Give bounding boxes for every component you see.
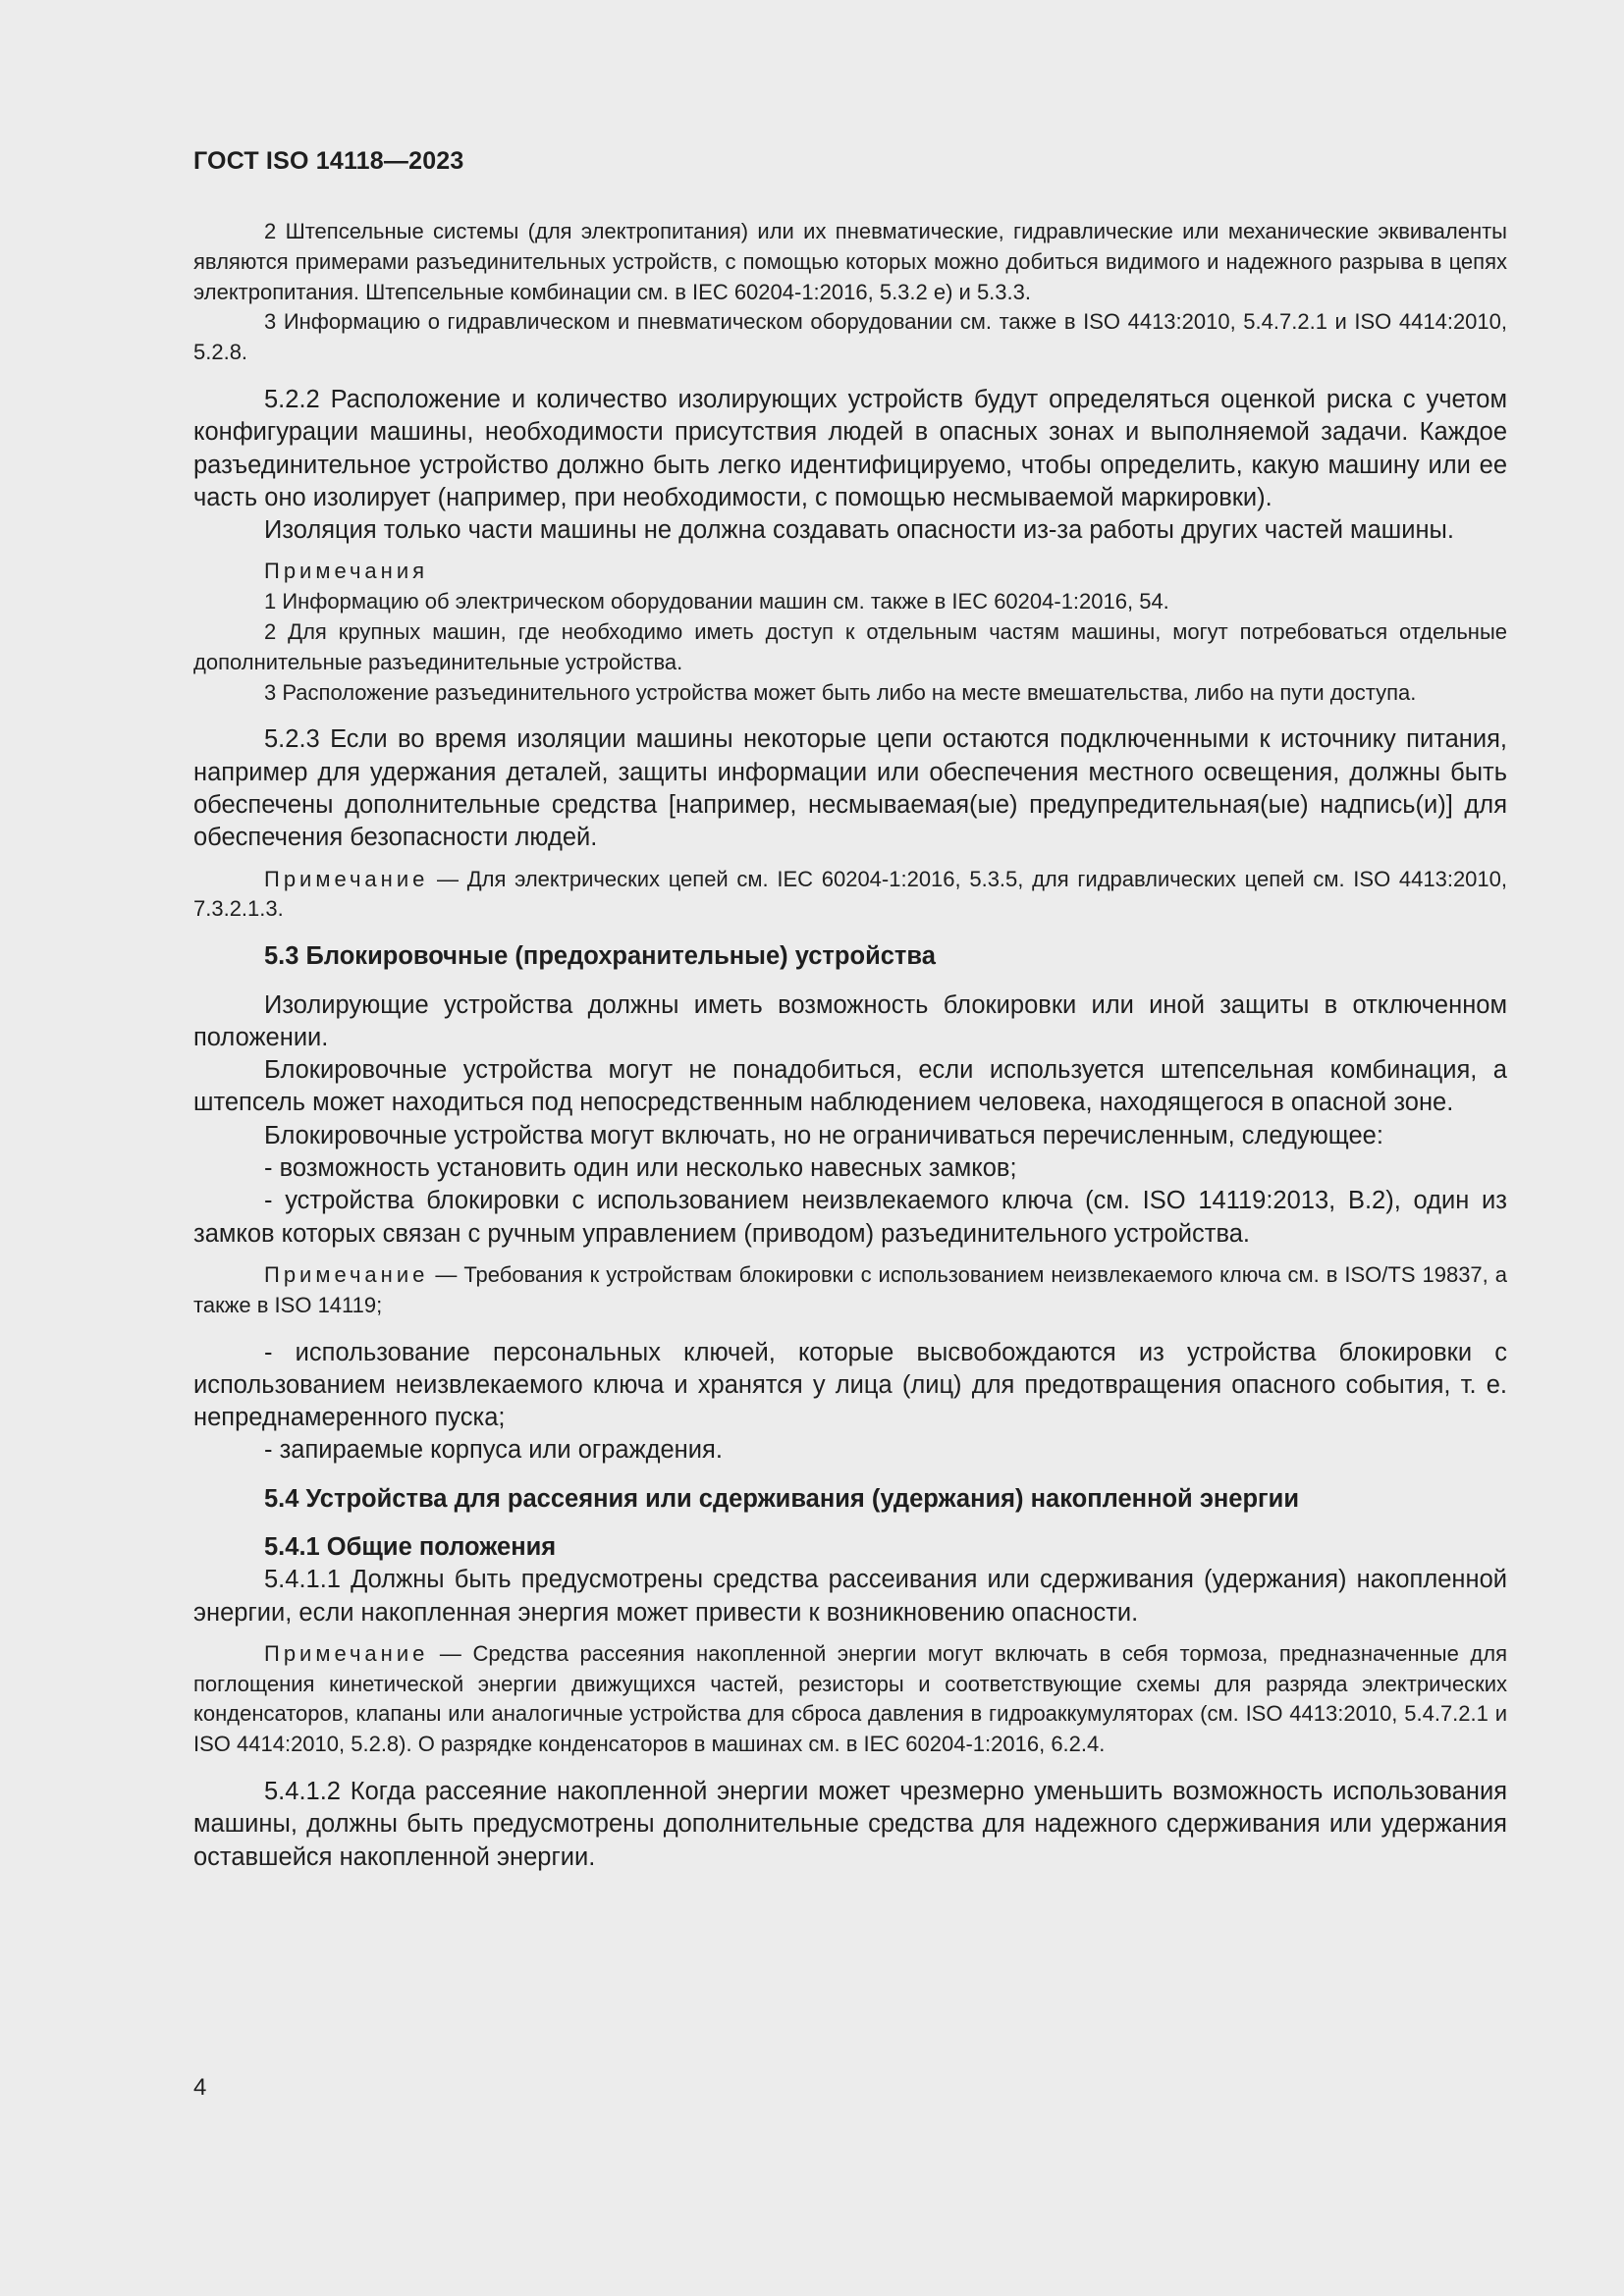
section-heading-5-3: 5.3 Блокировочные (предохранительные) устройства (264, 942, 936, 971)
section-heading-5-4: 5.4 Устройства для рассеяния или сдерживания (удержания) накопленной энергии (264, 1484, 1300, 1513)
note-5-3 (193, 1260, 1507, 1321)
note-body: — Средства рассеяния накопленной энергии могут включать в себя тормоза, предназначенные для поглощения кинетической энергии движущихся частей, резисторы и соответствующие схемы для разряда электрических конденсаторов, клапаны или аналогичные устройства для сброса давления в гидроаккумуляторах (см. ISO 4413:2010, 5.4.7.2.1 и ISO 4414:2010, 5.2.8). О разрядке конденсаторов в машинах см. в IEC 60204-1:2016, 6.2.4. (193, 1640, 1507, 1757)
note-1-electrical: 1 Информацию об электрическом оборудовании машин см. также в IEC 60204-1:2016, 54. (264, 589, 1169, 614)
note-3-hydraulic-info: 3 Информацию о гидравлическом и пневматическом оборудовании см. также в ISO 4413:2010, 5.4.7.2.1 и ISO 4414:2010, 5.2.8. (193, 309, 1507, 365)
clause-5-2-3: 5.2.3 Если во время изоляции машины некоторые цепи остаются подключенными к источнику питания, например для удержания деталей, защиты информации или обеспечения местного освещения, должны быть обеспечены дополнительные средства [например, несмываемая(ые) предупредительная(ые) надпись(и)] для обеспечения безопасности людей. (193, 725, 1507, 852)
note-label: Примечание (264, 866, 429, 891)
note-5-4-1-1 (193, 1639, 1507, 1760)
clause-5-2-2: 5.2.2 Расположение и количество изолирующих устройств будут определяться оценкой риска с учетом конфигурации машины, необходимости присутствия людей в опасных зонах и выполняемой задачи. Каждое разъединительное устройство должно быть легко идентифицируемо, чтобы определить, какую машину или ее часть оно изолирует (например, при необходимости, с помощью несмываемой маркировки). (193, 385, 1507, 511)
clause-5-4-1-2: 5.4.1.2 Когда рассеяние накопленной энергии может чрезмерно уменьшить возможность использования машины, должны быть предусмотрены дополнительные средства для надежного сдерживания или удержания оставшейся накопленной энергии. (193, 1778, 1507, 1871)
document-page (193, 147, 1507, 1874)
note-label: Примечание (264, 1640, 429, 1666)
page-number: 4 (193, 2074, 207, 2101)
list-item-personal-keys: - использование персональных ключей, которые высвобождаются из устройства блокировки с использованием неизвлекаемого ключа и хранятся у лица (лиц) для предотвращения опасного события, т. е. непреднамеренного пуска; (193, 1338, 1507, 1432)
list-item-padlocks: - возможность установить один или несколько навесных замков; (264, 1154, 1017, 1183)
clause-5-4-1-1: 5.4.1.1 Должны быть предусмотрены средства рассеивания или сдерживания (удержания) накопленной энергии, если накопленная энергия может привести к возникновению опасности. (193, 1566, 1507, 1627)
notes-title: Примечания (264, 559, 429, 584)
clause-5-3-p2: Блокировочные устройства могут не понадобиться, если используется штепсельная комбинация, а штепсель может находиться под непосредственным наблюдением человека, находящегося в опасной зоне. (193, 1056, 1507, 1117)
document-header: ГОСТ ISO 14118—2023 (193, 147, 464, 175)
list-item-trapped-key: - устройства блокировки с использованием неизвлекаемого ключа (см. ISO 14119:2013, B.2), один из замков которых связан с ручным управлением (приводом) разъединительного устройства. (193, 1187, 1507, 1248)
clause-5-3-p1: Изолирующие устройства должны иметь возможность блокировки или иной защиты в отключенном положении. (193, 990, 1507, 1051)
subsection-heading-5-4-1: 5.4.1 Общие положения (264, 1532, 557, 1561)
note-5-2-3 (193, 865, 1507, 926)
clause-5-2-2-isolation: Изоляция только части машины не должна создавать опасности из-за работы других частей машины. (264, 516, 1454, 545)
note-body: — Для электрических цепей см. IEC 60204-1:2016, 5.3.5, для гидравлических цепей см. ISO 4413:2010, 7.3.2.1.3. (193, 866, 1507, 922)
note-2-plug-systems: 2 Штепсельные системы (для электропитания) или их пневматические, гидравлические или механические эквиваленты являются примерами разъединительных устройств, с помощью которых можно добиться видимого и надежного разрыва в цепях электропитания. Штепсельные комбинации см. в IEC 60204-1:2016, 5.3.2 е) и 5.3.3. (193, 219, 1507, 304)
note-body: — Требования к устройствам блокировки с использованием неизвлекаемого ключа см. в ISO/TS 19837, а также в ISO 14119; (193, 1261, 1507, 1317)
clause-5-3-p3: Блокировочные устройства могут включать, но не ограничиваться перечисленным, следующее: (264, 1121, 1383, 1149)
list-item-lockable-enclosures: - запираемые корпуса или ограждения. (264, 1436, 723, 1465)
note-2-large-machines: 2 Для крупных машин, где необходимо иметь доступ к отдельным частям машины, могут потребоваться отдельные дополнительные разъединительные устройства. (193, 619, 1507, 674)
note-label: Примечание (264, 1261, 429, 1287)
note-3-device-location: 3 Расположение разъединительного устройства может быть либо на месте вмешательства, либо на пути доступа. (264, 679, 1417, 705)
